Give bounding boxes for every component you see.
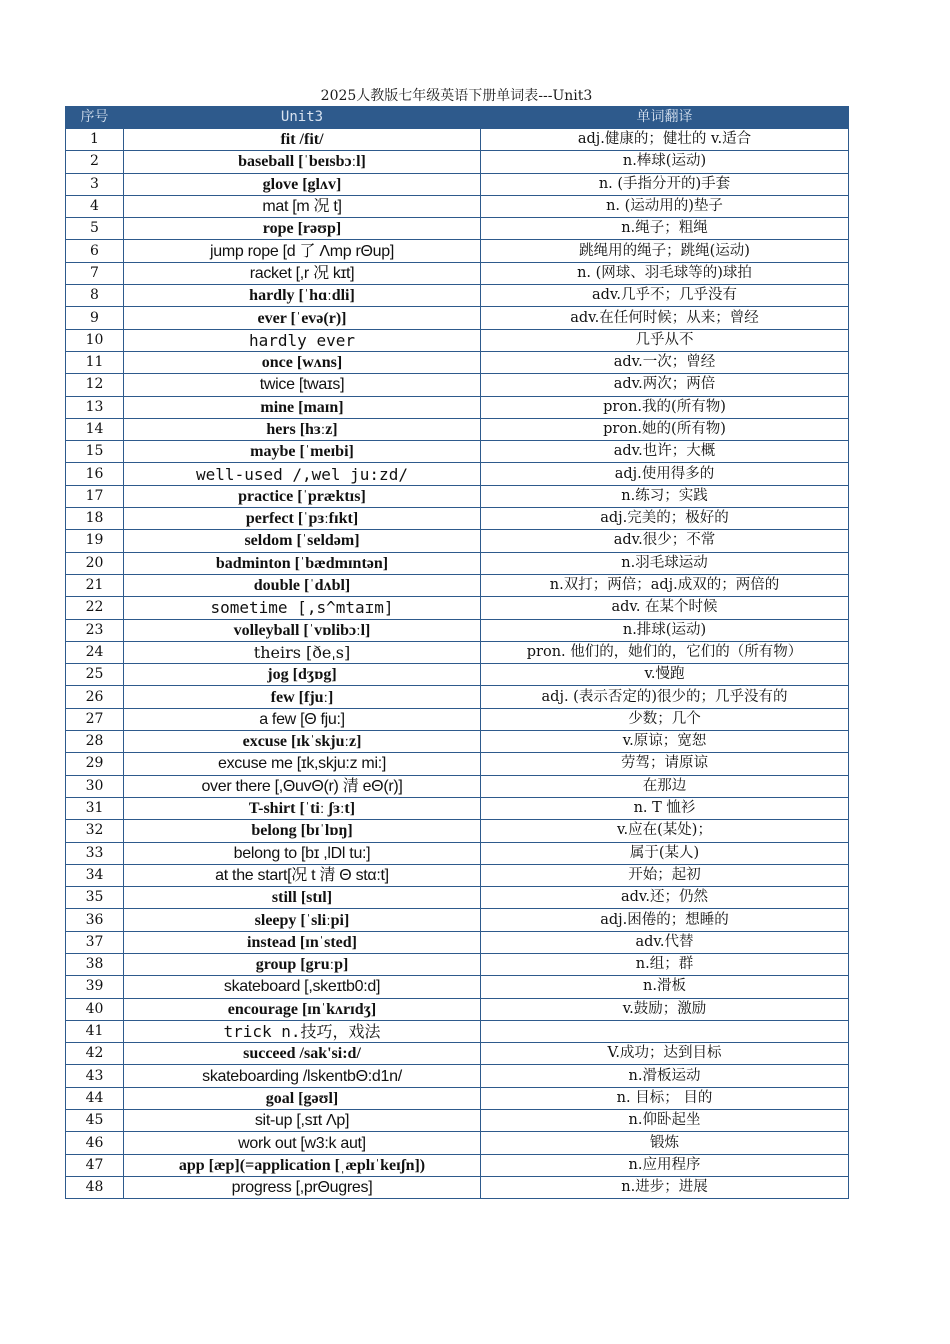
row-number: 15 — [66, 441, 124, 463]
row-word: double [ˈdʌbl] — [124, 574, 481, 596]
table-row — [66, 953, 849, 975]
table-row — [66, 753, 849, 775]
table-row — [66, 820, 849, 842]
row-number: 6 — [66, 240, 124, 262]
row-translation: 锻炼 — [481, 1132, 849, 1154]
row-translation: n. (手指分开的)手套 — [481, 173, 849, 195]
table-row — [66, 1176, 849, 1198]
row-word: mat [m 况 t] — [124, 195, 481, 217]
row-word: hers [hɜːz] — [124, 418, 481, 440]
table-row — [66, 708, 849, 730]
row-translation: n.双打；两倍；adj.成双的；两倍的 — [481, 574, 849, 596]
row-word: perfect [ˈpɜːfɪkt] — [124, 508, 481, 530]
table-row — [66, 262, 849, 284]
row-word: sit-up [,sɪt Λp] — [124, 1110, 481, 1132]
table-row — [66, 485, 849, 507]
table-row — [66, 775, 849, 797]
row-number: 31 — [66, 797, 124, 819]
header-num: 序号 — [66, 107, 124, 129]
row-translation: pron.她的(所有物) — [481, 418, 849, 440]
row-word: trick n.技巧，戏法 — [124, 1020, 481, 1042]
table-row — [66, 396, 849, 418]
table-row — [66, 1110, 849, 1132]
row-number: 16 — [66, 463, 124, 485]
row-translation: adj. (表示否定的)很少的；几乎没有的 — [481, 686, 849, 708]
row-word: a few [Θ fju:] — [124, 708, 481, 730]
document-title: 2025人教版七年级英语下册单词表---Unit3 — [320, 88, 593, 104]
row-number: 33 — [66, 842, 124, 864]
table-row — [66, 307, 849, 329]
row-word: at the start[况 t 清 Θ stα:t] — [124, 864, 481, 886]
table-row — [66, 976, 849, 998]
row-translation: v.应在(某处)； — [481, 820, 849, 842]
row-translation: n.进步；进展 — [481, 1176, 849, 1198]
row-number: 25 — [66, 664, 124, 686]
table-row — [66, 151, 849, 173]
row-number: 43 — [66, 1065, 124, 1087]
table-row — [66, 129, 849, 151]
table-row — [66, 1087, 849, 1109]
row-number: 36 — [66, 909, 124, 931]
table-row — [66, 240, 849, 262]
row-word: volleyball [ˈvɒlibɔːl] — [124, 619, 481, 641]
row-translation: 劳驾；请原谅 — [481, 753, 849, 775]
row-word: belong [bɪˈlɒŋ] — [124, 820, 481, 842]
row-word: over there [,ΘuvΘ(r) 清 eΘ(r)] — [124, 775, 481, 797]
row-number: 32 — [66, 820, 124, 842]
row-word: work out [w3:k aut] — [124, 1132, 481, 1154]
row-translation: adv.也许；大概 — [481, 441, 849, 463]
row-number: 24 — [66, 641, 124, 663]
row-translation: adv.很少；不常 — [481, 530, 849, 552]
row-translation: adj.困倦的；想睡的 — [481, 909, 849, 931]
row-number: 12 — [66, 374, 124, 396]
row-number: 20 — [66, 552, 124, 574]
row-number: 8 — [66, 285, 124, 307]
row-word: practice [ˈpræktɪs] — [124, 485, 481, 507]
row-number: 18 — [66, 508, 124, 530]
row-translation: adv.在任何时候；从来；曾经 — [481, 307, 849, 329]
table-row — [66, 218, 849, 240]
row-translation: adj.完美的；极好的 — [481, 508, 849, 530]
table-row — [66, 351, 849, 373]
row-word: progress [,prΘugres] — [124, 1176, 481, 1198]
row-word: rope [rəʊp] — [124, 218, 481, 240]
row-translation: n.羽毛球运动 — [481, 552, 849, 574]
row-translation: adv.几乎不；几乎没有 — [481, 285, 849, 307]
row-number: 22 — [66, 597, 124, 619]
header-translation: 单词翻译 — [481, 107, 849, 129]
row-translation — [481, 1020, 849, 1042]
row-translation: 几乎从不 — [481, 329, 849, 351]
row-translation: 跳绳用的绳子；跳绳(运动) — [481, 240, 849, 262]
row-word: racket [,r 况 kɪt] — [124, 262, 481, 284]
row-translation: adj.使用得多的 — [481, 463, 849, 485]
table-row — [66, 441, 849, 463]
row-translation: n. 目标； 目的 — [481, 1087, 849, 1109]
row-number: 37 — [66, 931, 124, 953]
row-word: twice [twaɪs] — [124, 374, 481, 396]
table-row — [66, 864, 849, 886]
table-body — [66, 129, 849, 1199]
row-translation: v.鼓励；激励 — [481, 998, 849, 1020]
table-header-row — [66, 107, 849, 129]
row-number: 5 — [66, 218, 124, 240]
row-word: sleepy [ˈsliːpi] — [124, 909, 481, 931]
row-number: 23 — [66, 619, 124, 641]
row-translation: n.组；群 — [481, 953, 849, 975]
row-word: excuse me [ɪk,skju:z mi:] — [124, 753, 481, 775]
row-number: 14 — [66, 418, 124, 440]
table-row — [66, 374, 849, 396]
row-translation: n.练习；实践 — [481, 485, 849, 507]
table-row — [66, 597, 849, 619]
table-row — [66, 686, 849, 708]
table-row — [66, 418, 849, 440]
row-word: group [gruːp] — [124, 953, 481, 975]
table-row — [66, 998, 849, 1020]
row-number: 19 — [66, 530, 124, 552]
row-number: 10 — [66, 329, 124, 351]
table-row — [66, 508, 849, 530]
row-word: jump rope [d 了 Λmp rΘup] — [124, 240, 481, 262]
table-row — [66, 909, 849, 931]
row-number: 13 — [66, 396, 124, 418]
row-translation: adv.代替 — [481, 931, 849, 953]
row-word: still [stɪl] — [124, 887, 481, 909]
table-row — [66, 641, 849, 663]
row-word: fit /fit/ — [124, 129, 481, 151]
row-number: 3 — [66, 173, 124, 195]
row-translation: V.成功；达到目标 — [481, 1043, 849, 1065]
row-translation: n. (运动用的)垫子 — [481, 195, 849, 217]
row-translation: pron. 他们的，她们的，它们的（所有物） — [481, 641, 849, 663]
row-translation: v.原谅；宽恕 — [481, 731, 849, 753]
row-number: 28 — [66, 731, 124, 753]
row-word: goal [gəʊl] — [124, 1087, 481, 1109]
table-row — [66, 1154, 849, 1176]
row-number: 17 — [66, 485, 124, 507]
table-row — [66, 1020, 849, 1042]
row-number: 35 — [66, 887, 124, 909]
row-number: 45 — [66, 1110, 124, 1132]
row-translation: n.应用程序 — [481, 1154, 849, 1176]
table-row — [66, 1065, 849, 1087]
row-translation: n.滑板运动 — [481, 1065, 849, 1087]
row-number: 39 — [66, 976, 124, 998]
row-translation: n.滑板 — [481, 976, 849, 998]
row-word: badminton [ˈbædmɪntən] — [124, 552, 481, 574]
row-number: 9 — [66, 307, 124, 329]
row-translation: 开始；起初 — [481, 864, 849, 886]
row-number: 38 — [66, 953, 124, 975]
row-word: once [wʌns] — [124, 351, 481, 373]
row-translation: n. (网球、羽毛球等的)球拍 — [481, 262, 849, 284]
row-word: theirs [ðeˌs] — [124, 641, 481, 663]
row-word: maybe [ˈmeɪbi] — [124, 441, 481, 463]
row-number: 40 — [66, 998, 124, 1020]
row-word: sometime [,s^mtaɪm] — [124, 597, 481, 619]
row-word: seldom [ˈseldəm] — [124, 530, 481, 552]
row-word: instead [ɪnˈsted] — [124, 931, 481, 953]
vocabulary-table — [65, 106, 849, 1199]
row-number: 48 — [66, 1176, 124, 1198]
header-word: Unit3 — [124, 107, 481, 129]
row-translation: 少数；几个 — [481, 708, 849, 730]
table-row — [66, 285, 849, 307]
table-row — [66, 552, 849, 574]
table-row — [66, 797, 849, 819]
row-word: hardly ever — [124, 329, 481, 351]
row-number: 11 — [66, 351, 124, 373]
table-row — [66, 731, 849, 753]
row-translation: n.绳子；粗绳 — [481, 218, 849, 240]
row-number: 42 — [66, 1043, 124, 1065]
row-number: 26 — [66, 686, 124, 708]
row-number: 44 — [66, 1087, 124, 1109]
row-number: 47 — [66, 1154, 124, 1176]
row-word: succeed /sak'si:d/ — [124, 1043, 481, 1065]
row-word: belong to [bɪ ,lDl tu:] — [124, 842, 481, 864]
table-row — [66, 887, 849, 909]
row-number: 2 — [66, 151, 124, 173]
row-translation: adv. 在某个时候 — [481, 597, 849, 619]
row-translation: n.棒球(运动) — [481, 151, 849, 173]
table-row — [66, 931, 849, 953]
row-number: 46 — [66, 1132, 124, 1154]
row-number: 41 — [66, 1020, 124, 1042]
table-row — [66, 664, 849, 686]
row-translation: adv.还；仍然 — [481, 887, 849, 909]
row-word: T-shirt [ˈtiː ʃɜːt] — [124, 797, 481, 819]
row-word: glove [glʌv] — [124, 173, 481, 195]
row-translation: 属于(某人) — [481, 842, 849, 864]
row-number: 34 — [66, 864, 124, 886]
row-translation: adv.一次；曾经 — [481, 351, 849, 373]
row-word: well-used /,wel ju:zd/ — [124, 463, 481, 485]
row-word: ever [ˈevə(r)] — [124, 307, 481, 329]
row-translation: pron.我的(所有物) — [481, 396, 849, 418]
row-translation: v.慢跑 — [481, 664, 849, 686]
table-row — [66, 574, 849, 596]
table-row — [66, 842, 849, 864]
row-word: excuse [ɪkˈskjuːz] — [124, 731, 481, 753]
row-word: jog [dʒɒg] — [124, 664, 481, 686]
table-row — [66, 619, 849, 641]
row-translation: n. T 恤衫 — [481, 797, 849, 819]
row-word: few [fjuː] — [124, 686, 481, 708]
row-number: 7 — [66, 262, 124, 284]
row-word: skateboarding /lskentbΘ:d1n/ — [124, 1065, 481, 1087]
table-row — [66, 463, 849, 485]
row-word: skateboard [,skeɪtb0:d] — [124, 976, 481, 998]
row-number: 4 — [66, 195, 124, 217]
table-row — [66, 195, 849, 217]
table-row — [66, 1132, 849, 1154]
row-number: 21 — [66, 574, 124, 596]
table-row — [66, 173, 849, 195]
row-translation: n.排球(运动) — [481, 619, 849, 641]
row-number: 30 — [66, 775, 124, 797]
row-word: app [æp](=application [ˌæplɪˈkeɪʃn]) — [124, 1154, 481, 1176]
row-word: mine [maɪn] — [124, 396, 481, 418]
row-translation: n.仰卧起坐 — [481, 1110, 849, 1132]
row-translation: adj.健康的；健壮的 v.适合 — [481, 129, 849, 151]
row-number: 27 — [66, 708, 124, 730]
table-row — [66, 329, 849, 351]
table-row — [66, 530, 849, 552]
row-word: baseball [ˈbeɪsbɔːl] — [124, 151, 481, 173]
row-number: 29 — [66, 753, 124, 775]
table-row — [66, 1043, 849, 1065]
row-translation: adv.两次；两倍 — [481, 374, 849, 396]
row-word: encourage [ɪnˈkʌrɪdʒ] — [124, 998, 481, 1020]
row-number: 1 — [66, 129, 124, 151]
row-translation: 在那边 — [481, 775, 849, 797]
row-word: hardly [ˈhɑːdli] — [124, 285, 481, 307]
